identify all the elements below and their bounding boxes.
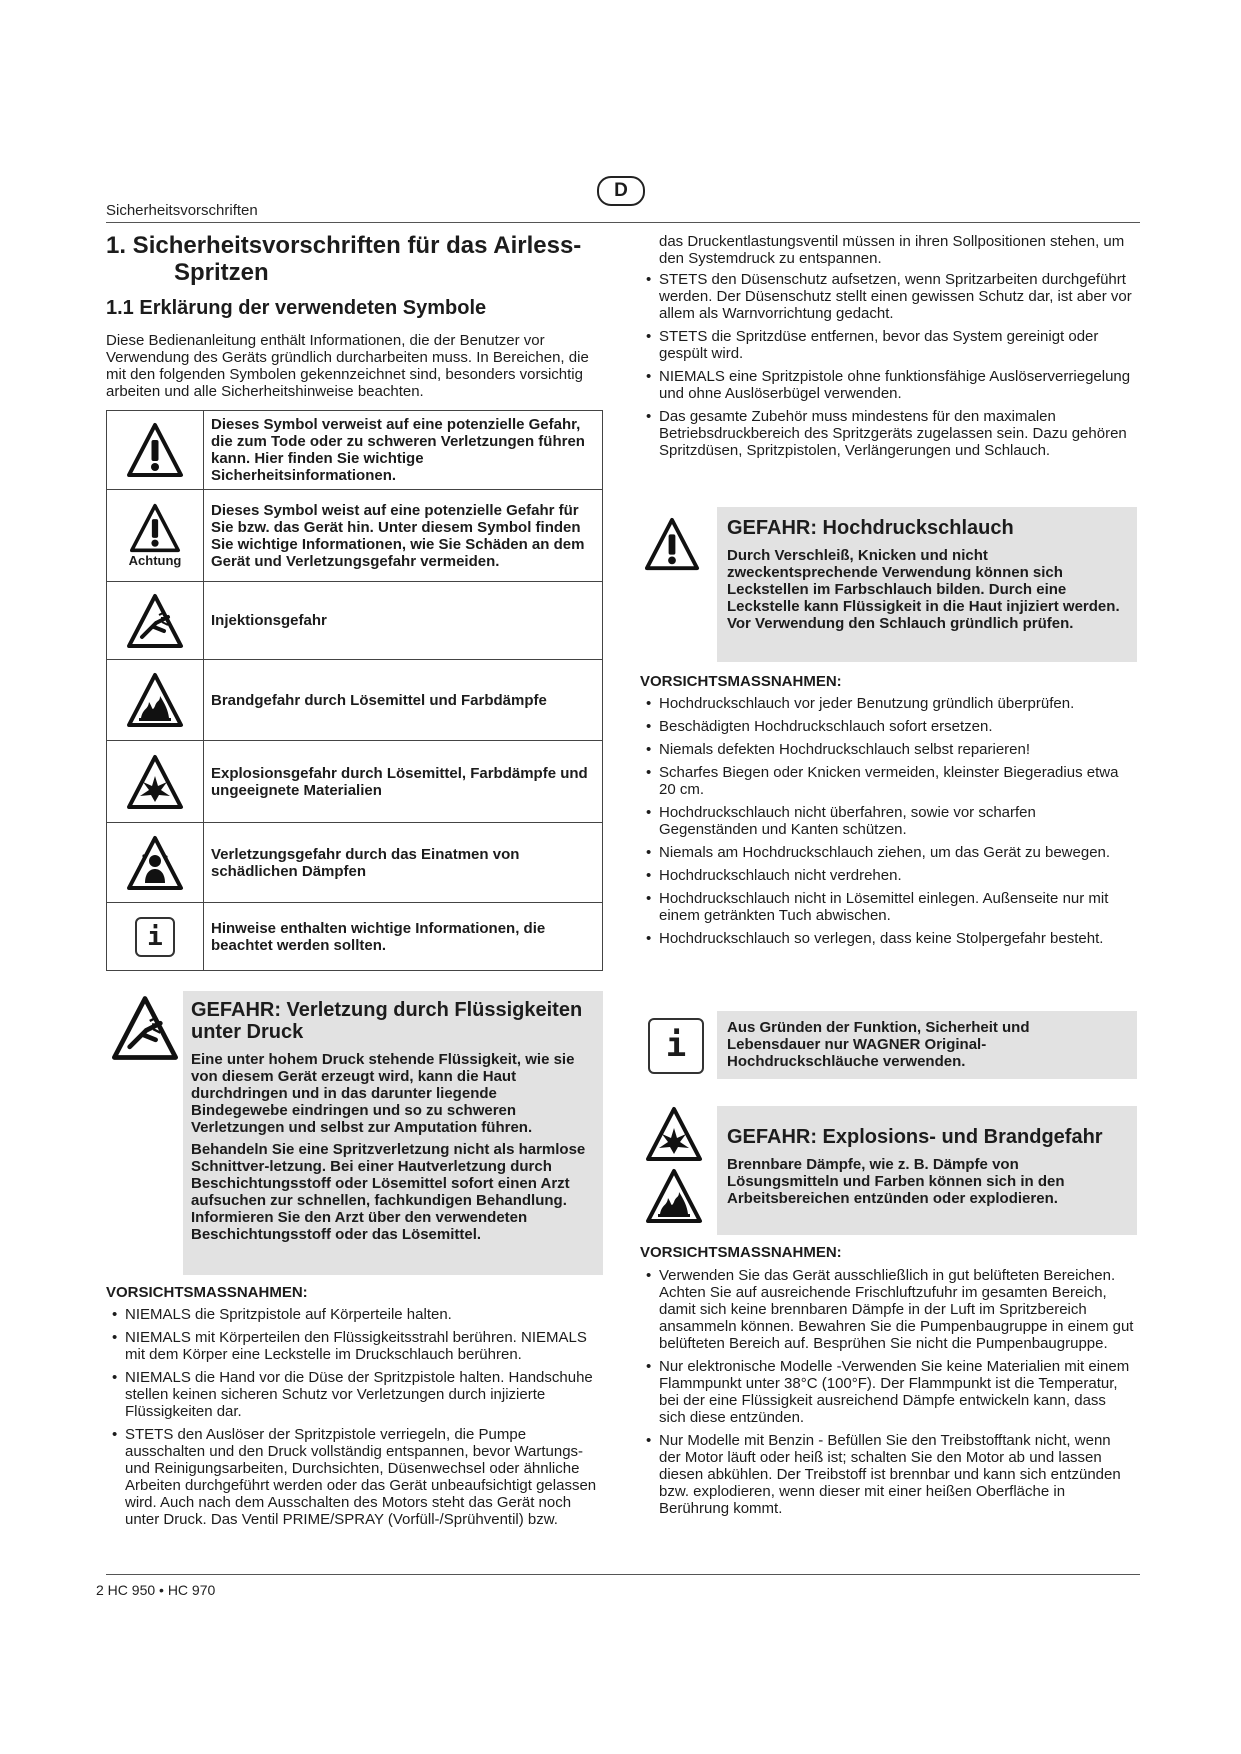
warning-triangle-icon [107,411,204,490]
info-icon: i [648,1018,704,1074]
explosion-precautions-list [640,1267,1134,1523]
symbol-description: Injektionsgefahr [204,582,603,660]
precautions-heading: VORSICHTSMASSNAHMEN: [640,673,842,690]
danger-paragraph: Durch Verschleiß, Knicken und nicht zweckentsprechende Verwendung können sich Leckstellen im Farbschlauch bilden. Durch eine Leckstelle kann Flüssigkeit in die Haut injiziert werden. Vor Verwendung den Schlauch gründlich prüfen. [727,547,1120,632]
injection-hazard-icon [110,995,180,1066]
danger-box-explosion [717,1106,1137,1235]
symbol-description: Verletzungsgefahr durch das Einatmen von schädlichen Dämpfen [204,823,603,903]
footer-rule [106,1574,1140,1575]
symbol-row [107,741,603,823]
top-precautions-list [640,271,1134,465]
danger-title: GEFAHR: Hochdruckschlauch [727,517,1014,539]
list-item: • STETS den Düsenschutz aufsetzen, wenn Spritzarbeiten durchgeführt werden. Der Düsenschutz stellt einen gewissen Schutz dar, ist aber vor allem als Warnvorrichtung gedacht. [640,271,1134,322]
list-item: • NIEMALS die Hand vor die Düse der Spritzpistole halten. Handschuhe stellen keinen sicheren Schutz vor Verletzungen durch injizierte Flüssigkeiten dar. [106,1369,606,1420]
list-item: • Nur Modelle mit Benzin - Befüllen Sie den Treibstofftank nicht, wenn der Motor läuft oder heiß ist; schalten Sie den Motor ab und lassen diesen abkühlen. Der Treibstoff ist brennbar und kann sich entzünden bzw. explodieren, wenn dieser mit einer heißen Oberfläche in Berührung kommt. [640,1432,1134,1517]
subsection-title [106,297,486,320]
list-item: • Verwenden Sie das Gerät ausschließlich in gut belüfteten Bereichen. Achten Sie auf ausreichende Frischluftzufuhr im gesamten Bereich, damit sich keine brennbaren Dämpfe in der Luft im Spritzbereich ansammeln können. Bewahren Sie die Pumpenbaugruppe in einem gut belüfteten Bereich auf. Besprühen Sie nicht die Pumpenbaugruppe. [640,1267,1134,1352]
fire-hazard-icon [645,1168,703,1229]
explosion-hazard-icon [645,1106,703,1167]
symbol-row [107,490,603,582]
danger-paragraph: Behandeln Sie eine Spritzverletzung nicht als harmlose Schnittver-letzung. Bei einer Hautverletzung durch Beschichtungsstoff oder Lösemittel sofort einen Arzt aufsuchen zur schnellen, fachkundigen Behandlung. Informieren Sie den Arzt über den verwendeten Beschichtungsstoff oder das Lösemittel. [191,1141,586,1243]
hose-precautions-list [640,695,1134,953]
fire-hazard-icon [107,660,204,741]
list-item: • Hochdruckschlauch nicht in Lösemittel einlegen. Außenseite nur mit einem getränkten Tuch abwischen. [640,890,1134,924]
list-item: • NIEMALS mit Körperteilen den Flüssigkeitsstrahl berühren. NIEMALS mit dem Körper eine Leckstelle im Druckschlauch berühren. [106,1329,606,1363]
page-footer: 2 HC 950 • HC 970 [96,1582,216,1598]
list-item: • Scharfes Biegen oder Knicken vermeiden, kleinster Biegeradius etwa 20 cm. [640,764,1134,798]
caution-caption: Achtung [128,553,182,568]
list-item: • Niemals am Hochdruckschlauch ziehen, um das Gerät zu bewegen. [640,844,1134,861]
list-item: • NIEMALS die Spritzpistole auf Körperteile halten. [106,1306,606,1323]
symbol-description: Dieses Symbol verweist auf eine potenzielle Gefahr, die zum Tode oder zu schweren Verletzungen führen kann. Hier finden Sie wichtige Sicherheitsinformationen. [204,411,603,490]
list-item: • Nur elektronische Modelle -Verwenden Sie keine Materialien mit einem Flammpunkt unter 38°C (100°F). Der Flammpunkt ist die Temperatur, bei der eine Flüssigkeit ausreichend Dämpfe entwickeln kann, dass sich diese entzünden. [640,1358,1134,1426]
inhalation-hazard-icon [107,823,204,903]
danger-box-hose [717,507,1137,662]
precautions-list [106,1306,606,1534]
danger-box-fluids [183,991,603,1275]
list-item: • STETS den Auslöser der Spritzpistole verriegeln, die Pumpe ausschalten und den Druck vollständig entspannen, bevor Wartungs- und Reinigungsarbeiten, Durchsichten, Düsenwechsel oder ähnliche Arbeiten durchgeführt werden oder das Gerät unbeaufsichtigt gelassen wird. Auch nach dem Ausschalten des Motors steht das Gerät noch unter Druck. Das Ventil PRIME/SPRAY (Vorfüll-/Sprühventil) bzw. [106,1426,606,1528]
list-item: • Beschädigten Hochdruckschlauch sofort ersetzen. [640,718,1134,735]
title-line-2: Spritzen [174,259,269,286]
symbol-description: Hinweise enthalten wichtige Informationen, die beachtet werden sollten. [204,903,603,971]
continuation-paragraph: das Druckentlastungsventil müssen in ihren Sollpositionen stehen, um den Systemdruck zu entspannen. [659,233,1125,267]
section-title [106,232,606,286]
warning-triangle-icon [644,516,700,577]
symbol-description: Explosionsgefahr durch Lösemittel, Farbdämpfe und ungeeignete Materialien [204,741,603,823]
symbol-description: Dieses Symbol weist auf eine potenzielle Gefahr für Sie bzw. das Gerät hin. Unter diesem Symbol finden Sie wichtige Informationen, wie Sie Schäden an dem Gerät und Verletzungsgefahr vermeiden. [204,490,603,582]
symbol-row [107,660,603,741]
intro-paragraph: Diese Bedienanleitung enthält Informationen, die der Benutzer vor Verwendung des Geräts gründlich durcharbeiten muss. In Bereichen, die mit den folgenden Symbolen gekennzeichnet sind, besonders vorsichtig arbeiten und alle Sicherheitshinweise beachten. [106,332,589,400]
list-item: • Das gesamte Zubehör muss mindestens für den maximalen Betriebsdruckbereich des Spritzgeräts zugelassen sein. Dazu gehören Spritzdüsen, Spritzpistolen, Verlängerungen und Schlauch. [640,408,1134,459]
list-item: • Hochdruckschlauch vor jeder Benutzung gründlich überprüfen. [640,695,1134,712]
injection-hazard-icon [107,582,204,660]
symbol-row [107,823,603,903]
precautions-heading: VORSICHTSMASSNAHMEN: [106,1284,308,1301]
language-badge: D [597,176,645,206]
danger-title: GEFAHR: Verletzung durch Flüssigkeiten unter Druck [191,999,583,1043]
symbol-row [107,903,603,971]
list-item: • Hochdruckschlauch nicht verdrehen. [640,867,1134,884]
symbol-description: Brandgefahr durch Lösemittel und Farbdämpfe [204,660,603,741]
caution-triangle-icon [107,490,204,582]
running-header: Sicherheitsvorschriften [106,202,258,219]
danger-paragraph: Brennbare Dämpfe, wie z. B. Dämpfe von Lösungsmitteln und Farben können sich in den Arbeitsbereichen entzünden oder explodieren. [727,1156,1065,1207]
explosion-hazard-icon [107,741,204,823]
info-icon: i [107,903,204,971]
header-rule [106,222,1140,223]
symbols-table [106,410,603,971]
title-line-1: 1. Sicherheitsvorschriften für das Airless- [106,232,582,259]
precautions-heading: VORSICHTSMASSNAHMEN: [640,1244,842,1261]
danger-title: GEFAHR: Explosions- und Brandgefahr [727,1126,1103,1148]
list-item: • Hochdruckschlauch nicht überfahren, sowie vor scharfen Gegenständen und Kanten schützen. [640,804,1134,838]
info-note-text: Aus Gründen der Funktion, Sicherheit und Lebensdauer nur WAGNER Original-Hochdruckschläuche verwenden. [727,1019,1030,1070]
list-item: • Niemals defekten Hochdruckschlauch selbst reparieren! [640,741,1134,758]
symbol-row [107,582,603,660]
list-item: • STETS die Spritzdüse entfernen, bevor das System gereinigt oder gespült wird. [640,328,1134,362]
danger-paragraph: Eine unter hohem Druck stehende Flüssigkeit, wie sie von diesem Gerät erzeugt wird, kann die Haut durchdringen und in das darunter liegende Bindegewebe eindringen und so zu schweren Verletzungen und selbst zur Amputation führen. [191,1051,575,1136]
info-note-box [717,1011,1137,1079]
list-item: • Hochdruckschlauch so verlegen, dass keine Stolpergefahr besteht. [640,930,1134,947]
subsection-title-text: 1.1 Erklärung der verwendeten Symbole [106,297,487,319]
list-item: • NIEMALS eine Spritzpistole ohne funktionsfähige Auslöserverriegelung und ohne Auslöserbügel verwenden. [640,368,1134,402]
symbol-row [107,411,603,490]
